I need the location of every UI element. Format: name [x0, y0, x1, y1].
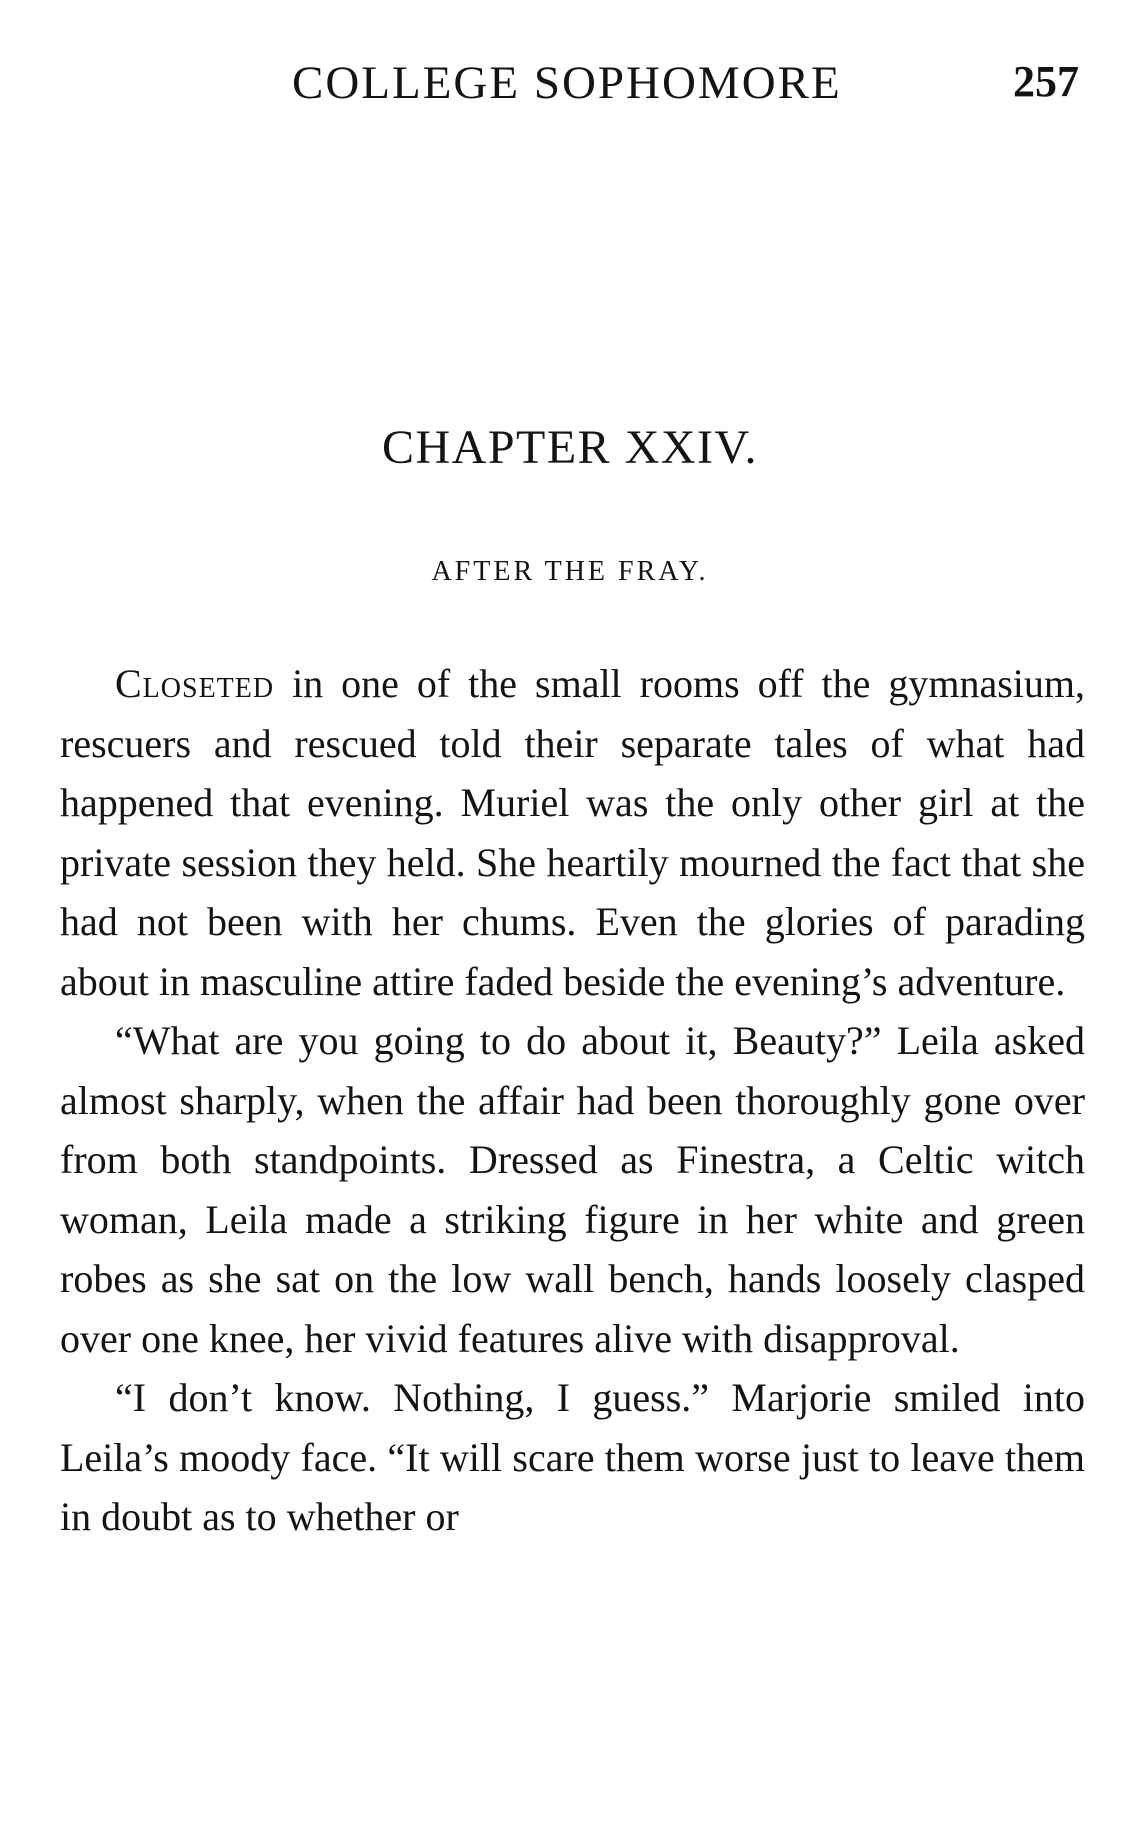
running-title: COLLEGE SOPHOMORE — [292, 57, 842, 109]
running-head — [60, 56, 1085, 116]
paragraph-text: “What are you going to do about it, Beauty?” Leila asked almost sharply, when the affair had been thoroughly gone over from both standpoints. Dressed as Finestra, a Celtic witch woman, Leila made a striking figure in her white and green robes as she sat on the low wall bench, hands loosely clasped over one knee, her vivid features alive with disapproval. — [60, 1018, 1085, 1361]
paragraph-2 — [60, 1011, 1085, 1368]
chapter-subtitle: AFTER THE FRAY. — [431, 556, 709, 587]
paragraph-lead-word: Closeted — [115, 661, 275, 706]
paragraph-text: “I don’t know. Nothing, I guess.” Marjorie smiled into Leila’s moody face. “It will scare them worse just to leave them in doubt as to whether or — [60, 1375, 1085, 1539]
paragraph-1 — [60, 654, 1085, 1011]
page-number: 257 — [1013, 57, 1079, 106]
paragraph-text: in one of the small rooms off the gymnasium, rescuers and rescued told their separate tales of what had happened that evening. Muriel was the only other girl at the private session they held. She heartily mourned the fact that she had not been with her chums. Even the glories of parading about in masculine attire faded beside the evening’s adventure. — [60, 661, 1085, 1004]
paragraph-3 — [60, 1368, 1085, 1547]
chapter-heading: CHAPTER XXIV. — [382, 421, 758, 474]
body-text — [60, 654, 1085, 1547]
